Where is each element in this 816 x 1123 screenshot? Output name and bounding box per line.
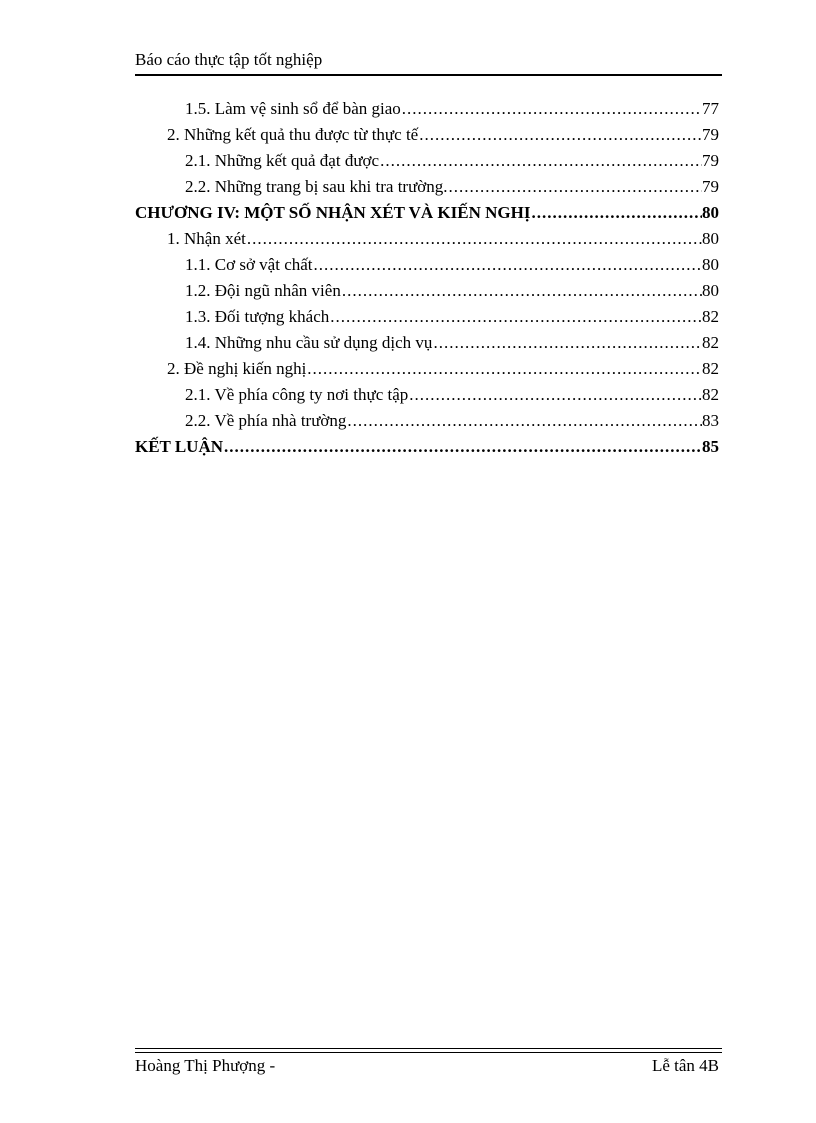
toc-page-number: 80	[702, 281, 719, 300]
page-header	[135, 50, 722, 76]
toc-page-number: 85	[702, 437, 719, 456]
toc-page-number: 82	[702, 307, 719, 326]
toc-leader-dots	[306, 356, 702, 382]
toc-leader-dots	[432, 330, 702, 356]
toc-entry[interactable]	[135, 278, 719, 304]
toc-entry[interactable]	[135, 382, 719, 408]
toc-page-number: 79	[702, 151, 719, 170]
toc-page-number: 80	[702, 203, 719, 222]
toc-entry-label: 1.5. Làm vệ sinh sổ để bàn giao	[185, 99, 401, 118]
footer-divider	[135, 1048, 722, 1053]
toc-entry-label: 1. Nhận xét	[167, 229, 246, 248]
toc-entry-label: KẾT LUẬN	[135, 437, 224, 456]
toc-entry[interactable]	[135, 330, 719, 356]
toc-entry-label: 2.1. Về phía công ty nơi thực tập	[185, 385, 409, 404]
toc-entry-label: 2.2. Những trang bị sau khi tra trường.	[185, 177, 448, 196]
footer-class: Lễ tân 4B	[651, 1056, 719, 1075]
toc-page-number: 79	[702, 177, 719, 196]
toc-page-number: 82	[702, 333, 719, 352]
toc-leader-dots	[448, 174, 702, 200]
toc-entry-label: 2. Đề nghị kiến nghị	[167, 359, 307, 378]
toc-leader-dots	[329, 304, 702, 330]
header-title: Báo cáo thực tập tốt nghiệp	[135, 50, 323, 69]
toc-page-number: 83	[702, 411, 719, 430]
footer-author: Hoàng Thị Phượng -	[135, 1056, 276, 1075]
toc-entry-label: 2.2. Về phía nhà trường	[185, 411, 347, 430]
toc-entry[interactable]	[135, 304, 719, 330]
toc-entry[interactable]	[135, 226, 719, 252]
toc-entry[interactable]	[135, 174, 719, 200]
toc-leader-dots	[408, 382, 702, 408]
toc-leader-dots	[530, 200, 702, 226]
toc-page-number: 79	[702, 125, 719, 144]
toc-entry[interactable]	[135, 252, 719, 278]
toc-entry-label: 1.2. Đội ngũ nhân viên	[185, 281, 341, 300]
toc-page-number: 82	[702, 385, 719, 404]
toc-chapter-entry[interactable]	[135, 200, 719, 226]
toc-entry-label: 2.1. Những kết quả đạt được	[185, 151, 380, 170]
toc-entry[interactable]	[135, 122, 719, 148]
table-of-contents	[135, 96, 719, 460]
toc-entry[interactable]	[135, 96, 719, 122]
toc-entry-label: 1.4. Những nhu cầu sử dụng dịch vụ	[185, 333, 433, 352]
toc-leader-dots	[313, 252, 702, 278]
toc-entry-label: 1.3. Đối tượng khách	[185, 307, 330, 326]
toc-page-number: 80	[702, 255, 719, 274]
toc-chapter-entry[interactable]	[135, 434, 719, 460]
toc-leader-dots	[341, 278, 702, 304]
toc-page-number: 82	[702, 359, 719, 378]
toc-page-number: 77	[702, 99, 719, 118]
toc-entry[interactable]	[135, 356, 719, 382]
toc-entry[interactable]	[135, 408, 719, 434]
page-footer	[135, 1055, 719, 1077]
toc-leader-dots	[401, 96, 702, 122]
toc-entry-label: CHƯƠNG IV: MỘT SỐ NHẬN XÉT VÀ KIẾN NGHỊ	[135, 203, 531, 222]
toc-entry-label: 2. Những kết quả thu được từ thực tế	[167, 125, 419, 144]
toc-leader-dots	[418, 122, 702, 148]
toc-entry[interactable]	[135, 148, 719, 174]
toc-leader-dots	[246, 226, 702, 252]
toc-leader-dots	[346, 408, 702, 434]
toc-leader-dots	[379, 148, 702, 174]
toc-entry-label: 1.1. Cơ sở vật chất	[185, 255, 313, 274]
toc-leader-dots	[223, 434, 702, 460]
toc-page-number: 80	[702, 229, 719, 248]
